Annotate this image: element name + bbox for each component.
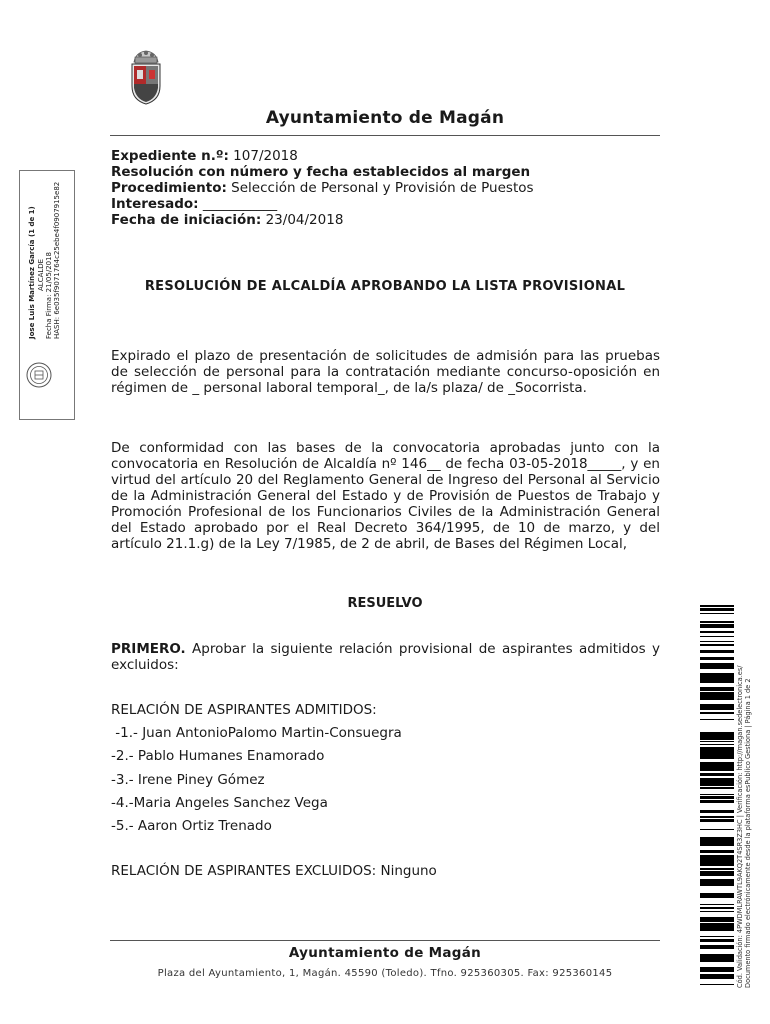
barcode-icon — [700, 605, 734, 988]
page-header-title: Ayuntamiento de Magán — [265, 108, 505, 128]
verification-text — [736, 665, 752, 988]
resuelvo-heading: RESUELVO — [347, 596, 423, 611]
signature-hash: HASH: 6e035f9071764c25ebe4f0907915e82 — [53, 181, 61, 339]
fecha-label: Fecha de iniciación: — [111, 212, 262, 228]
excluidos-line: RELACIÓN DE ASPIRANTES EXCLUIDOS: Ninguno — [111, 863, 437, 879]
expediente-label: Expediente n.º: — [111, 148, 229, 164]
expediente-value: 107/2018 — [233, 148, 298, 164]
resolucion-line: Resolución con número y fecha establecidos al margen — [111, 164, 531, 180]
expedient-metadata — [111, 148, 534, 228]
resolution-title: RESOLUCIÓN DE ALCALDÍA APROBANDO LA LISTA PROVISIONAL — [144, 279, 626, 294]
verification-line-2: Documento firmado electrónicamente desde la plataforma esPublico Gestiona | Página 1 de 2 — [744, 678, 752, 988]
admitidos-heading: RELACIÓN DE ASPIRANTES ADMITIDOS: — [111, 702, 377, 718]
list-item: -1.- Juan AntonioPalomo Martin-Consuegra — [111, 725, 402, 742]
interesado-value: ___________ — [202, 196, 278, 212]
coat-of-arms-icon — [126, 48, 166, 106]
list-item: -3.- Irene Piney Gómez — [111, 771, 265, 788]
primero-label: PRIMERO. — [111, 641, 186, 657]
footer-title: Ayuntamiento de Magán — [288, 945, 482, 961]
list-item: -5.- Aaron Ortiz Trenado — [111, 817, 272, 834]
signer-role: ALCALDE — [37, 258, 45, 291]
header-divider — [110, 135, 660, 136]
paragraph-expirado: Expirado el plazo de presentación de solicitudes de admisión para las pruebas de selección de personal para la contratación mediante concurso-oposición en régimen de _ personal laboral temporal_, de la/s plaza/ de _Socorrista. — [111, 348, 660, 396]
fecha-value: 23/04/2018 — [265, 212, 344, 228]
list-item: -4.-Maria Angeles Sanchez Vega — [111, 794, 328, 811]
signer-name: Jose Luis Martínez García (1 de 1) — [28, 206, 36, 339]
list-item: -2.- Pablo Humanes Enamorado — [111, 748, 325, 765]
primero-paragraph — [111, 641, 660, 673]
procedimiento-label: Procedimiento: — [111, 180, 227, 196]
signature-date: Fecha Firma: 21/05/2018 — [45, 251, 53, 339]
admitidos-list — [111, 702, 402, 841]
interesado-label: Interesado: — [111, 196, 199, 212]
seal-icon — [26, 362, 52, 388]
procedimiento-value: Selección de Personal y Provisión de Puestos — [231, 180, 534, 196]
verification-line-1: Cód. Validación: 4PWDMLRAWTL9AKQ2T4SR3Z3HC | Verificación: http://magan.sedelectronica.es/ — [736, 665, 744, 988]
paragraph-conformidad: De conformidad con las bases de la convocatoria aprobadas junto con la convocatoria en Resolución de Alcaldía nº 146__ de fecha 03-05-2018_____, y en virtud del artículo 20 del Reglamento General de Ingreso del Personal al Servicio de la Administración General del Estado y de Provisión de Puestos de Trabajo y Promoción Profesional de los Funcionarios Civiles de la Administración General del Estado aprobado por el Real Decreto 364/1995, de 10 de marzo, y del artículo 21.1.g) de la Ley 7/1985, de 2 de abril, de Bases del Régimen Local, — [111, 440, 660, 552]
footer-divider — [110, 940, 660, 941]
primero-text: Aprobar la siguiente relación provisional de aspirantes admitidos y excluidos: — [111, 641, 660, 673]
footer-address: Plaza del Ayuntamiento, 1, Magán. 45590 (Toledo). Tfno. 925360305. Fax: 925360145 — [157, 968, 613, 979]
